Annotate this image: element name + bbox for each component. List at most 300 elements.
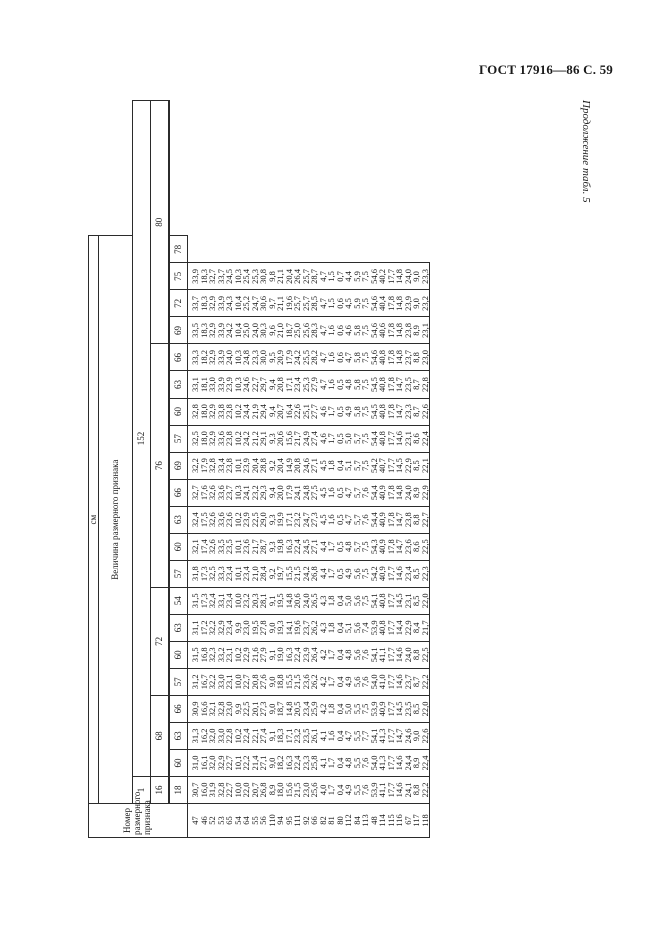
value-cell: 33,6 [217, 425, 226, 452]
value-cell: 41,3 [378, 722, 387, 749]
value-cell: 29,1 [259, 425, 268, 452]
value-cell: 9,2 [268, 452, 277, 479]
value-cell: 19,6 [285, 290, 294, 317]
value-cell: 0,5 [336, 398, 345, 425]
value-cell: 19,0 [276, 641, 285, 668]
value-cell: 28,8 [259, 452, 268, 479]
value-cell: 24,7 [302, 506, 311, 533]
value-cell: 0,4 [336, 695, 345, 722]
hip-size-cell: 54 [170, 587, 188, 614]
value-cell: 18,8 [276, 668, 285, 695]
value-cell: 23,5 [404, 695, 413, 722]
value-cell: 24,2 [225, 317, 234, 344]
value-cell: 20,7 [251, 776, 260, 803]
value-cell: 1,7 [327, 668, 336, 695]
value-cell: 5,1 [344, 452, 353, 479]
value-cell: 54,5 [370, 371, 379, 398]
value-cell: 1,6 [327, 722, 336, 749]
value-cell: 25,6 [310, 776, 319, 803]
value-cell: 53,9 [370, 614, 379, 641]
value-cell: 0,6 [336, 290, 345, 317]
value-cell: 1,8 [327, 614, 336, 641]
value-cell: 15,6 [285, 776, 294, 803]
feature-number-cell: 94 [276, 804, 285, 838]
value-cell: 1,6 [327, 479, 336, 506]
value-cell: 23,9 [302, 641, 311, 668]
value-cell: 0,5 [336, 479, 345, 506]
feature-number-cell: 111 [293, 804, 302, 838]
value-cell: 40,9 [378, 506, 387, 533]
size-label: Величина размерного признака [99, 236, 133, 804]
value-cell: 10,1 [234, 452, 243, 479]
value-cell: 54,5 [370, 398, 379, 425]
value-cell: 40,2 [378, 263, 387, 290]
value-cell: 33,0 [208, 371, 217, 398]
value-cell: 7,5 [361, 263, 370, 290]
value-cell: 23,0 [242, 614, 251, 641]
value-cell: 1,6 [327, 344, 336, 371]
value-cell: 19,7 [276, 560, 285, 587]
value-cell: 7,5 [361, 587, 370, 614]
value-cell: 30,9 [188, 695, 200, 722]
value-cell: 17,1 [285, 506, 294, 533]
value-cell: 21,2 [251, 425, 260, 452]
value-cell: 30,3 [259, 317, 268, 344]
value-cell: 32,2 [188, 452, 200, 479]
value-cell: 9,1 [268, 641, 277, 668]
value-cell: 4,4 [319, 533, 328, 560]
value-cell: 4,9 [344, 560, 353, 587]
value-cell: 10,3 [234, 479, 243, 506]
value-cell: 20,5 [293, 695, 302, 722]
table-row [188, 101, 200, 838]
value-cell: 23,7 [225, 479, 234, 506]
value-cell: 32,9 [217, 749, 226, 776]
value-cell: 14,8 [395, 290, 404, 317]
value-cell: 23,1 [421, 317, 430, 344]
feature-number-cell: 80 [336, 804, 345, 838]
value-cell: 54,1 [370, 587, 379, 614]
value-cell: 8,8 [412, 641, 421, 668]
value-cell: 21,1 [276, 290, 285, 317]
value-cell: 8,8 [412, 344, 421, 371]
feature-number-cell: 82 [319, 804, 328, 838]
value-cell: 54,0 [370, 749, 379, 776]
value-cell: 26,2 [310, 668, 319, 695]
value-cell: 23,2 [242, 587, 251, 614]
table-header [89, 101, 188, 838]
value-cell: 20,1 [251, 695, 260, 722]
value-cell: 17,2 [200, 614, 209, 641]
value-cell: 40,8 [378, 425, 387, 452]
value-cell: 14,6 [395, 776, 404, 803]
value-cell: 40,9 [378, 533, 387, 560]
hip-size-cell: 66 [170, 344, 188, 371]
value-cell: 22,4 [293, 641, 302, 668]
value-cell: 22,9 [421, 479, 430, 506]
feature-number-cell: 117 [412, 804, 421, 838]
value-cell: 33,1 [188, 371, 200, 398]
value-cell: 4,7 [319, 290, 328, 317]
feature-number-cell: 48 [370, 804, 379, 838]
value-cell: 21,7 [251, 533, 260, 560]
value-cell: 5,9 [353, 263, 362, 290]
value-cell: 28,3 [310, 317, 319, 344]
value-cell: 33,4 [217, 452, 226, 479]
value-cell: 27,9 [259, 641, 268, 668]
value-cell: 5,0 [344, 587, 353, 614]
value-cell: 7,4 [361, 614, 370, 641]
height-group-cell: 152 [133, 101, 151, 777]
value-cell: 17,7 [387, 668, 396, 695]
value-cell: 5,6 [353, 587, 362, 614]
value-cell: 20,8 [293, 452, 302, 479]
feature-number-cell: 53 [217, 804, 226, 838]
value-cell: 22,5 [242, 695, 251, 722]
value-cell: 23,4 [302, 695, 311, 722]
continuation-label: Продолжение табл. 5 [580, 100, 592, 203]
value-cell: 4,1 [319, 749, 328, 776]
value-cell: 23,4 [293, 371, 302, 398]
value-cell: 9,4 [268, 371, 277, 398]
value-cell: 17,8 [387, 479, 396, 506]
feature-number-cell: 110 [268, 804, 277, 838]
value-cell: 23,1 [225, 641, 234, 668]
value-cell: 4,0 [319, 776, 328, 803]
value-cell: 16,3 [285, 641, 294, 668]
value-cell: 32,8 [188, 398, 200, 425]
value-cell: 4,3 [319, 614, 328, 641]
value-cell: 24,2 [242, 425, 251, 452]
value-cell: 21,5 [293, 668, 302, 695]
value-cell: 4,8 [344, 371, 353, 398]
value-cell: 31,8 [188, 560, 200, 587]
value-cell: 40,8 [378, 587, 387, 614]
value-cell: 7,5 [361, 425, 370, 452]
value-cell: 54,4 [370, 506, 379, 533]
hip-size-cell: 63 [170, 371, 188, 398]
value-cell: 16,3 [285, 533, 294, 560]
value-cell: 23,9 [242, 452, 251, 479]
feature-number-cell: 56 [259, 804, 268, 838]
value-cell: 32,9 [208, 425, 217, 452]
value-cell: 4,8 [344, 533, 353, 560]
value-cell: 24,0 [251, 317, 260, 344]
value-cell: 24,4 [242, 398, 251, 425]
value-cell: 8,9 [412, 317, 421, 344]
value-cell: 21,6 [251, 641, 260, 668]
header-row-height [133, 101, 151, 838]
value-cell: 32,1 [208, 695, 217, 722]
value-cell: 14,8 [285, 695, 294, 722]
value-cell: 27,3 [310, 506, 319, 533]
value-cell: 5,7 [353, 506, 362, 533]
value-cell: 27,1 [310, 533, 319, 560]
feature-number-cell: 46 [200, 804, 209, 838]
header-row-hip [170, 101, 188, 838]
value-cell: 17,3 [200, 587, 209, 614]
value-cell: 17,7 [387, 776, 396, 803]
value-cell: 27,5 [310, 479, 319, 506]
value-cell: 10,1 [234, 749, 243, 776]
value-cell: 28,5 [310, 290, 319, 317]
value-cell: 27,7 [310, 398, 319, 425]
value-cell: 8,5 [412, 587, 421, 614]
feature-number-cell: 115 [387, 804, 396, 838]
value-cell: 21,7 [421, 614, 430, 641]
hip-size-cell: 75 [170, 263, 188, 290]
value-cell: 9,3 [268, 506, 277, 533]
value-cell: 4,5 [319, 452, 328, 479]
value-cell: 0,4 [336, 641, 345, 668]
value-cell: 24,0 [404, 641, 413, 668]
feature-number-cell: 95 [285, 804, 294, 838]
value-cell: 29,0 [259, 506, 268, 533]
value-cell: 1,7 [327, 398, 336, 425]
value-cell: 27,1 [259, 749, 268, 776]
value-cell: 8,8 [412, 776, 421, 803]
value-cell: 14,7 [395, 506, 404, 533]
value-cell: 17,8 [387, 290, 396, 317]
value-cell: 7,5 [361, 290, 370, 317]
value-cell: 10,0 [234, 776, 243, 803]
value-cell: 41,3 [378, 749, 387, 776]
value-cell: 17,7 [387, 614, 396, 641]
value-cell: 33,5 [217, 533, 226, 560]
value-cell: 16,2 [200, 722, 209, 749]
feature-number-cell: 116 [395, 804, 404, 838]
value-cell: 22,9 [242, 641, 251, 668]
value-cell: 4,6 [319, 398, 328, 425]
value-cell: 1,7 [327, 560, 336, 587]
value-cell: 5,0 [344, 425, 353, 452]
value-cell: 7,6 [361, 641, 370, 668]
value-cell: 23,9 [225, 371, 234, 398]
value-cell: 1,7 [327, 425, 336, 452]
value-cell: 4,7 [319, 344, 328, 371]
value-cell: 23,5 [225, 533, 234, 560]
hip-size-cell: 63 [170, 722, 188, 749]
value-cell: 32,2 [208, 614, 217, 641]
value-cell: 5,6 [353, 614, 362, 641]
value-cell: 25,9 [310, 695, 319, 722]
chest-group-cell: 72 [151, 587, 169, 695]
value-cell: 4,5 [319, 506, 328, 533]
value-cell: 17,3 [200, 560, 209, 587]
value-cell: 33,7 [188, 290, 200, 317]
value-cell: 27,9 [310, 371, 319, 398]
value-cell: 22,4 [242, 722, 251, 749]
value-cell: 20,4 [251, 452, 260, 479]
value-cell: 33,9 [217, 317, 226, 344]
value-cell: 10,2 [234, 722, 243, 749]
feature-number-cell: 118 [421, 804, 430, 838]
value-cell: 23,4 [225, 560, 234, 587]
value-cell: 19,5 [276, 587, 285, 614]
value-cell: 32,0 [208, 722, 217, 749]
value-cell: 4,7 [344, 344, 353, 371]
hip-size-cell: 69 [170, 452, 188, 479]
value-cell: 31,3 [188, 722, 200, 749]
value-cell: 22,9 [404, 614, 413, 641]
value-cell: 0,6 [336, 344, 345, 371]
value-cell: 24,1 [293, 479, 302, 506]
value-cell: 9,6 [268, 317, 277, 344]
value-cell: 4,9 [344, 398, 353, 425]
value-cell: 14,5 [395, 695, 404, 722]
value-cell: 23,0 [302, 776, 311, 803]
value-cell: 4,7 [319, 371, 328, 398]
value-cell: 14,4 [395, 614, 404, 641]
value-cell: 24,4 [404, 749, 413, 776]
value-cell: 23,6 [242, 533, 251, 560]
value-cell: 22,0 [242, 776, 251, 803]
value-cell: 0,7 [336, 263, 345, 290]
value-cell: 14,6 [395, 560, 404, 587]
value-cell: 4,7 [344, 506, 353, 533]
value-cell: 19,8 [276, 533, 285, 560]
value-cell: 25,7 [302, 263, 311, 290]
value-cell: 17,1 [285, 371, 294, 398]
value-cell: 0,5 [336, 533, 345, 560]
value-cell: 23,4 [225, 614, 234, 641]
hip-size-cell: 66 [170, 479, 188, 506]
value-cell: 5,7 [353, 479, 362, 506]
value-cell: 17,9 [285, 479, 294, 506]
value-cell: 5,6 [353, 641, 362, 668]
value-cell: 33,8 [217, 398, 226, 425]
value-cell: 5,5 [353, 776, 362, 803]
value-cell: 24,5 [225, 263, 234, 290]
value-cell: 10,2 [234, 425, 243, 452]
value-cell: 4,5 [319, 479, 328, 506]
value-cell: 18,3 [276, 722, 285, 749]
value-cell: 33,9 [217, 344, 226, 371]
value-cell: 40,8 [378, 398, 387, 425]
chest-group-cell: 76 [151, 344, 169, 587]
value-cell: 8,8 [412, 506, 421, 533]
value-cell: 22,8 [421, 371, 430, 398]
value-cell: 5,6 [353, 668, 362, 695]
value-cell: 16,0 [200, 776, 209, 803]
value-cell: 26,8 [310, 560, 319, 587]
value-cell: 9,0 [268, 668, 277, 695]
value-cell: 17,7 [387, 452, 396, 479]
value-cell: 32,9 [208, 344, 217, 371]
value-cell: 15,5 [285, 560, 294, 587]
value-cell: 0,5 [336, 371, 345, 398]
value-cell: 33,5 [188, 317, 200, 344]
value-cell: 18,7 [285, 317, 294, 344]
value-cell: 14,7 [395, 722, 404, 749]
value-cell: 17,8 [387, 506, 396, 533]
value-cell: 40,4 [378, 290, 387, 317]
value-cell: 14,6 [395, 641, 404, 668]
value-cell: 25,2 [242, 290, 251, 317]
value-cell: 17,7 [387, 695, 396, 722]
value-cell: 24,2 [293, 344, 302, 371]
value-cell: 17,9 [285, 344, 294, 371]
value-cell: 26,4 [310, 641, 319, 668]
header-row-chest [151, 101, 169, 838]
value-cell: 32,3 [208, 641, 217, 668]
value-cell: 1,7 [327, 533, 336, 560]
value-cell: 23,5 [302, 722, 311, 749]
value-cell: 40,8 [378, 344, 387, 371]
value-cell: 4,7 [319, 263, 328, 290]
value-cell: 14,6 [395, 425, 404, 452]
value-cell: 16,6 [200, 695, 209, 722]
value-cell: 17,7 [387, 587, 396, 614]
value-cell: 22,2 [421, 668, 430, 695]
value-cell: 24,5 [302, 533, 311, 560]
value-cell: 22,4 [293, 533, 302, 560]
value-cell: 17,8 [387, 317, 396, 344]
value-cell: 22,7 [421, 506, 430, 533]
value-cell: 33,7 [217, 263, 226, 290]
value-cell: 15,6 [285, 425, 294, 452]
value-cell: 27,1 [310, 452, 319, 479]
value-cell: 1,8 [327, 695, 336, 722]
value-cell: 22,7 [251, 371, 260, 398]
value-cell: 40,8 [378, 614, 387, 641]
value-cell: 25,5 [302, 344, 311, 371]
value-cell: 23,6 [404, 533, 413, 560]
value-cell: 10,4 [234, 290, 243, 317]
value-cell: 24,6 [404, 722, 413, 749]
value-cell: 26,2 [310, 614, 319, 641]
value-cell: 7,6 [361, 668, 370, 695]
value-cell: 0,4 [336, 614, 345, 641]
value-cell: 20,0 [276, 479, 285, 506]
value-cell: 8,7 [412, 371, 421, 398]
value-cell: 17,9 [200, 452, 209, 479]
value-cell: 33,6 [217, 506, 226, 533]
value-cell: 17,7 [387, 425, 396, 452]
value-cell: 17,7 [387, 560, 396, 587]
value-cell: 40,6 [378, 317, 387, 344]
value-cell: 20,4 [285, 263, 294, 290]
chest-group-cell: 80 [151, 101, 169, 344]
value-cell: 4,2 [319, 641, 328, 668]
value-cell: 10,1 [234, 560, 243, 587]
hip-size-cell: 60 [170, 749, 188, 776]
value-cell: 23,3 [421, 263, 430, 290]
value-cell: 19,6 [293, 614, 302, 641]
hip-size-cell: 78 [170, 236, 188, 263]
value-cell: 0,6 [336, 317, 345, 344]
value-cell: 23,9 [242, 506, 251, 533]
value-cell: 14,8 [395, 479, 404, 506]
value-cell: 17,8 [387, 371, 396, 398]
value-cell: 21,7 [293, 425, 302, 452]
feature-number-cell: 114 [378, 804, 387, 838]
value-cell: 9,3 [268, 533, 277, 560]
value-cell: 14,7 [395, 398, 404, 425]
value-cell: 8,6 [412, 425, 421, 452]
value-cell: 25,4 [242, 263, 251, 290]
value-cell: 26,8 [259, 776, 268, 803]
value-cell: 31,5 [188, 587, 200, 614]
value-cell: 17,7 [387, 722, 396, 749]
value-cell: 54,6 [370, 263, 379, 290]
value-cell: 23,0 [421, 344, 430, 371]
value-cell: 54,6 [370, 317, 379, 344]
value-cell: 9,8 [268, 263, 277, 290]
value-cell: 9,9 [234, 614, 243, 641]
value-cell: 10,3 [234, 371, 243, 398]
value-cell: 22,0 [421, 587, 430, 614]
